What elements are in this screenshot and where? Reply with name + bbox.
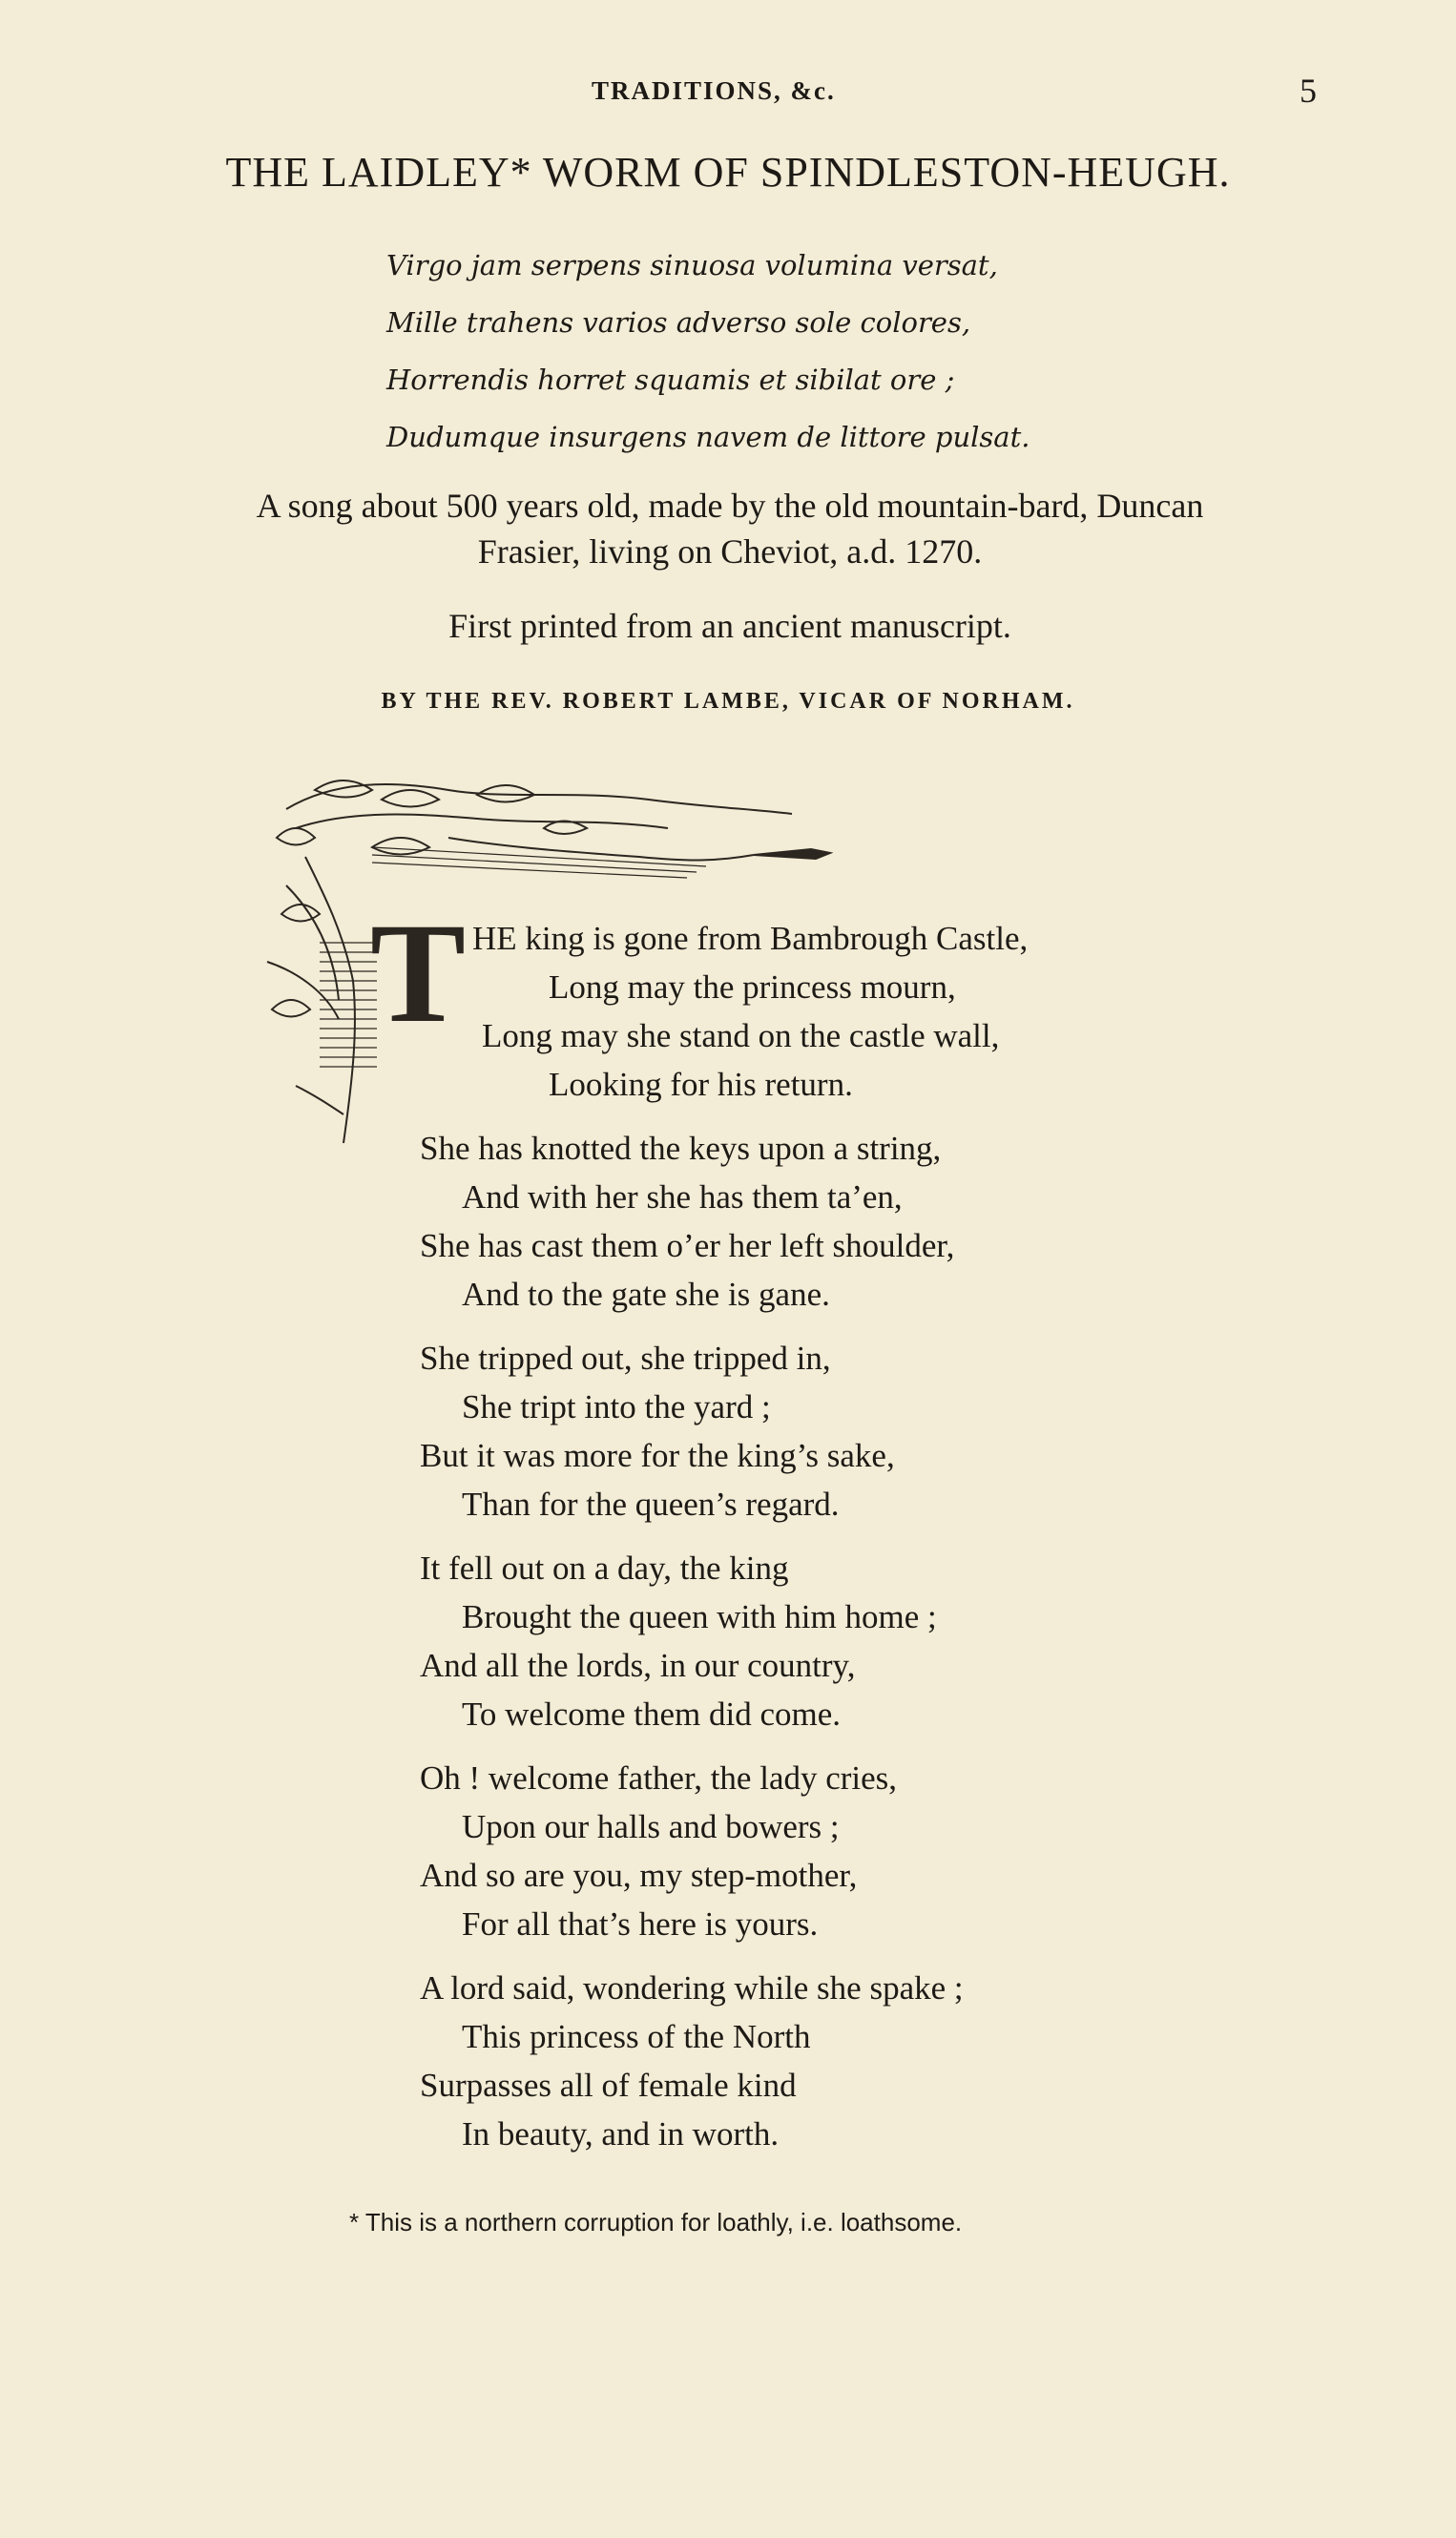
poem-line: She tripped out, she tripped in, [420,1340,831,1377]
poem-line: Than for the queen’s regard. [462,1486,840,1523]
footnote: * This is a northern corruption for loathly, i.e. loathsome. [349,2208,963,2236]
first-stanza [472,914,1028,1109]
epigraph-line: Virgo jam serpens sinuosa volumina versat, [386,249,998,281]
poem-title: THE LAIDLEY* WORM OF SPINDLESTON-HEUGH. [225,149,1231,196]
byline: BY THE REV. ROBERT LAMBE, VICAR OF NORHAM. [381,689,1075,714]
poem-line: Brought the queen with him home ; [462,1598,937,1635]
running-head: TRADITIONS, &c. [592,76,836,105]
poem-line: Long may she stand on the castle wall, [482,1017,1000,1054]
poem-line: And to the gate she is gane. [462,1276,830,1313]
poem-line: She tript into the yard ; [462,1388,771,1425]
poem-line: For all that’s here is yours. [462,1905,819,1943]
poem-body [420,1124,964,2174]
description-line: A song about 500 years old, made by the old mountain-bard, Duncan [256,487,1204,525]
poem-line: Surpasses all of female kind [420,2067,797,2104]
poem-line: HE king is gone from Bambrough Castle, [472,920,1029,957]
poem-line: This princess of the North [462,2018,811,2055]
epigraph-line: Mille trahens varios adverso sole colores, [386,306,971,339]
epigraph-line: Horrendis horret squamis et sibilat ore ; [386,364,955,396]
poem-line: And so are you, my step-mother, [420,1857,858,1894]
poem-line: And with her she has them ta’en, [462,1178,903,1216]
poem-line: Upon our halls and bowers ; [462,1808,840,1845]
poem-line: Long may the princess mourn, [549,968,956,1006]
poem-line: Oh ! welcome father, the lady cries, [420,1759,898,1797]
stanza [420,1754,964,1948]
poem-line: She has knotted the keys upon a string, [420,1130,942,1167]
stanza [420,1544,964,1738]
poem-line: In beauty, and in worth. [462,2115,780,2153]
poem-line: A lord said, wondering while she spake ; [420,1969,964,2007]
stanza [420,1334,964,1529]
page-number: 5 [1300,72,1317,110]
poem-line: To welcome them did come. [462,1695,842,1733]
latin-epigraph [386,237,1178,466]
poem-line: Looking for his return. [549,1066,853,1103]
poem-line: She has cast them o’er her left shoulder, [420,1227,955,1264]
poem-line: It fell out on a day, the king [420,1550,789,1587]
description-line: First printed from an ancient manuscript. [448,607,1011,645]
drop-cap-initial: T [370,894,467,1052]
epigraph-line: Dudumque insurgens navem de littore pulsat. [386,421,1030,453]
poem-line: And all the lords, in our country, [420,1647,856,1684]
stanza [420,1964,964,2158]
stanza [420,1124,964,1319]
poem-line: But it was more for the king’s sake, [420,1437,895,1474]
description-line: Frasier, living on Cheviot, a.d. 1270. [477,532,983,571]
